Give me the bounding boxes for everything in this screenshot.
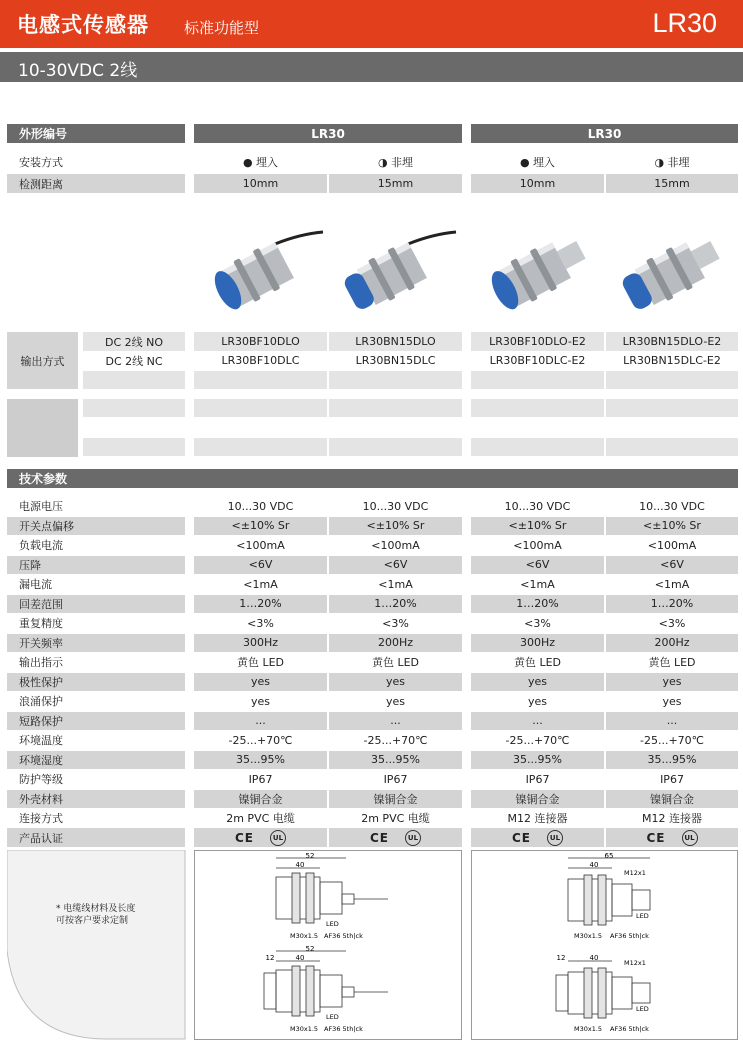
note-panel (7, 850, 187, 1040)
param-value: <100mA (471, 536, 604, 554)
param-value: <6V (329, 556, 462, 574)
install-label: 安装方式 (19, 155, 63, 169)
param-value: 300Hz (194, 634, 327, 652)
param-label: 外壳材料 (7, 790, 185, 808)
led-label: LED (326, 920, 339, 928)
param-value: -25...+70℃ (471, 731, 604, 749)
install-value: ● 埋入 (242, 155, 279, 169)
model-code: LR30BN15DLO-E2 (606, 332, 738, 351)
param-value: 2m PVC 电缆 (329, 809, 462, 827)
sensor-image-cable-flush (205, 222, 325, 322)
param-value: 镍铜合金 (606, 790, 738, 808)
install-value: ◑ 非埋 (377, 155, 414, 169)
led-label: LED (326, 1013, 339, 1021)
model-code: LR30BF10DLC-E2 (471, 351, 604, 370)
empty-cell (606, 371, 738, 389)
param-value: <100mA (194, 536, 327, 554)
dimension-drawing-m12-nonflush (552, 945, 662, 1035)
param-value: 1…20% (471, 595, 604, 613)
param-value: 300Hz (471, 634, 604, 652)
cert-marks (329, 828, 462, 847)
led-label: LED (636, 1005, 649, 1013)
empty-cell (606, 399, 738, 417)
cert-marks (606, 828, 738, 847)
param-value: 200Hz (329, 634, 462, 652)
param-label: 输出指示 (7, 653, 185, 671)
param-value: ... (329, 712, 462, 730)
distance-label: 检测距离 (7, 174, 185, 193)
empty-cell (471, 399, 604, 417)
param-value: 黄色 LED (194, 653, 327, 671)
output-type: DC 2线 NO (83, 332, 185, 351)
dimension-drawing-cable-flush (262, 852, 402, 942)
param-value: <±10% Sr (194, 517, 327, 535)
param-value: yes (606, 673, 738, 691)
param-value: <6V (471, 556, 604, 574)
param-value: yes (329, 692, 462, 710)
param-value: M12 连接器 (471, 809, 604, 827)
empty-cell (83, 399, 185, 417)
param-value: 2m PVC 电缆 (194, 809, 327, 827)
param-label: 浪涌保护 (7, 692, 185, 710)
param-value: 200Hz (606, 634, 738, 652)
dim-total: 52 (305, 852, 315, 860)
voltage-bar (0, 52, 743, 82)
param-label: 重复精度 (7, 614, 185, 632)
param-value: M12 连接器 (606, 809, 738, 827)
param-value: 黄色 LED (471, 653, 604, 671)
param-label: 压降 (7, 556, 185, 574)
ul-mark-icon: UL (547, 830, 563, 846)
empty-cell (194, 438, 327, 456)
ce-mark-icon: CE (511, 830, 531, 845)
dim-front: 12 (556, 954, 566, 962)
thread-label: M30x1.5 (574, 932, 603, 940)
model-code: LR30BF10DLO-E2 (471, 332, 604, 351)
param-value: 镍铜合金 (471, 790, 604, 808)
cert-marks (471, 828, 604, 847)
param-label: 负载电流 (7, 536, 185, 554)
param-value: yes (471, 673, 604, 691)
param-value: 黄色 LED (329, 653, 462, 671)
distance-value: 10mm (471, 174, 604, 193)
dim-front: 12 (265, 954, 275, 962)
ce-mark-icon: CE (369, 830, 389, 845)
param-label: 连接方式 (7, 809, 185, 827)
ul-mark-icon: UL (405, 830, 421, 846)
param-value: <3% (471, 614, 604, 632)
page-title: 电感式传感器 (17, 13, 149, 37)
thread-label: M30x1.5 (290, 1025, 319, 1033)
param-value: <100mA (606, 536, 738, 554)
empty-cell (83, 371, 185, 389)
sensor-image-m12-nonflush (616, 222, 736, 322)
param-value: 10...30 VDC (329, 497, 462, 515)
distance-value: 10mm (194, 174, 327, 193)
af-label: AF36 5th|ck (610, 1025, 649, 1033)
empty-cell (7, 399, 78, 457)
param-value: -25...+70℃ (329, 731, 462, 749)
empty-cell (329, 371, 462, 389)
model-code: LR30BF10DLO (194, 332, 327, 351)
dimension-drawing-m12-flush (552, 852, 662, 942)
param-value: IP67 (194, 770, 327, 788)
param-value: -25...+70℃ (194, 731, 327, 749)
empty-cell (471, 371, 604, 389)
param-value: IP67 (329, 770, 462, 788)
param-label: 防护等级 (7, 770, 185, 788)
param-label: 环境湿度 (7, 751, 185, 769)
param-value: ... (606, 712, 738, 730)
param-label: 开关频率 (7, 634, 185, 652)
param-value: <1mA (329, 575, 462, 593)
param-value: yes (606, 692, 738, 710)
dimension-drawing-cable-nonflush (262, 945, 402, 1035)
output-type: DC 2线 NC (83, 351, 185, 370)
empty-cell (329, 399, 462, 417)
param-label: 极性保护 (7, 673, 185, 691)
param-value: <1mA (606, 575, 738, 593)
param-value: 10...30 VDC (471, 497, 604, 515)
param-value: 黄色 LED (606, 653, 738, 671)
param-value: 镍铜合金 (194, 790, 327, 808)
param-value: <6V (194, 556, 327, 574)
install-value: ● 埋入 (519, 155, 556, 169)
model-code: LR30BN15DLC-E2 (606, 351, 738, 370)
param-label: 开关点偏移 (7, 517, 185, 535)
param-value: 1…20% (194, 595, 327, 613)
model-code: LR30BF10DLC (194, 351, 327, 370)
empty-cell (83, 438, 185, 456)
sensor-image-m12-flush (482, 222, 602, 322)
param-value: 10...30 VDC (606, 497, 738, 515)
ul-mark-icon: UL (682, 830, 698, 846)
tech-header: 技术参数 (7, 469, 738, 488)
param-value: <±10% Sr (606, 517, 738, 535)
empty-cell (194, 399, 327, 417)
param-value: yes (194, 692, 327, 710)
empty-cell (606, 438, 738, 456)
empty-cell (329, 438, 462, 456)
param-value: IP67 (471, 770, 604, 788)
param-label: 回差范围 (7, 595, 185, 613)
output-label: 输出方式 (7, 332, 78, 389)
param-value: -25...+70℃ (606, 731, 738, 749)
ul-mark-icon: UL (270, 830, 286, 846)
param-value: <6V (606, 556, 738, 574)
conn-label: M12x1 (624, 959, 646, 967)
param-value: <±10% Sr (471, 517, 604, 535)
dim-body: 40 (295, 954, 305, 962)
param-value: 35...95% (471, 751, 604, 769)
param-value: <3% (606, 614, 738, 632)
param-value: 1…20% (329, 595, 462, 613)
cert-label: 产品认证 (7, 828, 185, 847)
col-label: 外形编号 (7, 124, 185, 143)
dim-body: 40 (295, 861, 305, 869)
param-value: 1…20% (606, 595, 738, 613)
sensor-image-cable-nonflush (338, 222, 458, 322)
dim-body: 40 (589, 861, 599, 869)
param-label: 电源电压 (7, 497, 185, 515)
distance-value: 15mm (329, 174, 462, 193)
af-label: AF36 5th|ck (324, 1025, 363, 1033)
conn-label: M12x1 (624, 869, 646, 877)
param-value: <1mA (194, 575, 327, 593)
param-label: 短路保护 (7, 712, 185, 730)
param-value: ... (471, 712, 604, 730)
param-value: yes (471, 692, 604, 710)
param-value: ... (194, 712, 327, 730)
led-label: LED (636, 912, 649, 920)
af-label: AF36 5th|ck (610, 932, 649, 940)
ce-mark-icon: CE (234, 830, 254, 845)
param-value: 35...95% (329, 751, 462, 769)
model-code: LR30 (652, 8, 717, 38)
param-value: <100mA (329, 536, 462, 554)
param-value: <±10% Sr (329, 517, 462, 535)
page-subtitle: 标准功能型 (184, 19, 260, 37)
model-code: LR30BN15DLC (329, 351, 462, 370)
dim-total: 52 (305, 945, 315, 953)
af-label: AF36 5th|ck (324, 932, 363, 940)
param-value: yes (329, 673, 462, 691)
param-label: 漏电流 (7, 575, 185, 593)
param-label: 环境温度 (7, 731, 185, 749)
empty-cell (194, 371, 327, 389)
group-header-2: LR30 (471, 124, 738, 143)
voltage-label: 10-30VDC 2线 (18, 61, 138, 81)
dim-total: 65 (604, 852, 614, 860)
install-value: ◑ 非埋 (654, 155, 690, 169)
empty-cell (471, 438, 604, 456)
param-value: yes (194, 673, 327, 691)
param-value: 10...30 VDC (194, 497, 327, 515)
dim-body: 40 (589, 954, 599, 962)
param-value: <3% (329, 614, 462, 632)
model-code: LR30BN15DLO (329, 332, 462, 351)
param-value: IP67 (606, 770, 738, 788)
cert-marks (194, 828, 327, 847)
param-value: <3% (194, 614, 327, 632)
thread-label: M30x1.5 (290, 932, 319, 940)
param-value: 35...95% (606, 751, 738, 769)
ce-mark-icon: CE (646, 830, 666, 845)
param-value: 35...95% (194, 751, 327, 769)
distance-value: 15mm (606, 174, 738, 193)
cable-note: * 电缆线材料及长度 可按客户要求定制 (56, 904, 136, 926)
group-header-1: LR30 (194, 124, 462, 143)
thread-label: M30x1.5 (574, 1025, 603, 1033)
title-banner (0, 0, 743, 48)
param-value: <1mA (471, 575, 604, 593)
param-value: 镍铜合金 (329, 790, 462, 808)
